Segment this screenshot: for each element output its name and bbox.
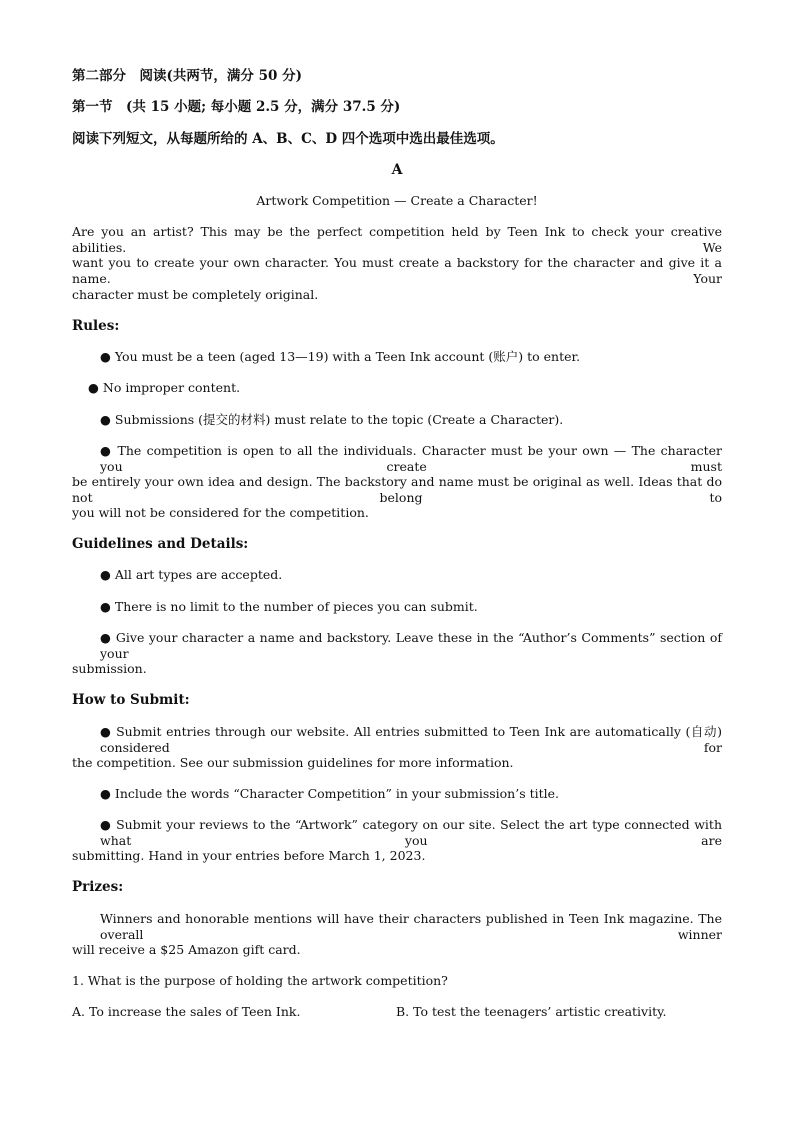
intro-line-1: Are you an artist? This may be the perfect competition held by Teen Ink to check your creative abilities. We: [72, 224, 722, 255]
guideline-item: ● Give your character a name and backstory. Leave these in the “Author’s Comments” section of your: [100, 630, 722, 661]
rules-heading: Rules:: [72, 318, 120, 334]
rule-item: ● No improper content.: [88, 380, 241, 395]
rule-item: ● You must be a teen (aged 13—19) with a Teen Ink account (账户) to enter.: [100, 349, 581, 364]
rule-item: ● Submissions (提交的材料) must relate to the topic (Create a Character).: [100, 412, 564, 427]
prizes-heading: Prizes:: [72, 879, 124, 895]
intro-line-3: character must be completely original.: [72, 287, 319, 302]
passage-title: Artwork Competition — Create a Character!: [256, 193, 538, 208]
intro-line-2: want you to create your own character. You must create a backstory for the character and give it a name. Your: [72, 255, 722, 286]
part-heading: 第二部分 阅读(共两节，满分 50 分): [72, 68, 302, 84]
guidelines-heading: Guidelines and Details:: [72, 536, 249, 552]
section-heading: 第一节 (共 15 小题; 每小题 2.5 分，满分 37.5 分): [72, 99, 401, 115]
guideline-item: ● All art types are accepted.: [100, 567, 283, 582]
passage-letter: A: [391, 162, 403, 178]
prizes-text: Winners and honorable mentions will have their characters published in Teen Ink magazine. The overall winner: [100, 911, 722, 942]
submit-item: ● Include the words “Character Competition” in your submission’s title.: [100, 786, 560, 801]
option-b: B. To test the teenagers’ artistic creativity.: [396, 1004, 667, 1019]
question-stem: 1. What is the purpose of holding the artwork competition?: [72, 973, 448, 988]
submit-item-continued: submitting. Hand in your entries before March 1, 2023.: [72, 848, 426, 863]
submit-item: ● Submit entries through our website. All entries submitted to Teen Ink are automatically (自动) considered for: [100, 724, 722, 755]
rule-item-continued: be entirely your own idea and design. The backstory and name must be original as well. Ideas that do not belong to: [72, 474, 722, 505]
submit-item: ● Submit your reviews to the “Artwork” category on our site. Select the art type connected with what you are: [100, 817, 722, 848]
guideline-item: ● There is no limit to the number of pieces you can submit.: [100, 599, 478, 614]
option-a: A. To increase the sales of Teen Ink.: [72, 1004, 301, 1019]
instruction-text: 阅读下列短文，从每题所给的 A、B、C、D 四个选项中选出最佳选项。: [72, 131, 504, 147]
prizes-text-continued: will receive a $25 Amazon gift card.: [72, 942, 301, 957]
rule-item-continued: you will not be considered for the competition.: [72, 505, 369, 520]
rule-item: ● The competition is open to all the individuals. Character must be your own — The character you create must: [100, 443, 722, 474]
guideline-item-continued: submission.: [72, 661, 147, 676]
submit-heading: How to Submit:: [72, 692, 190, 708]
submit-item-continued: the competition. See our submission guidelines for more information.: [72, 755, 514, 770]
